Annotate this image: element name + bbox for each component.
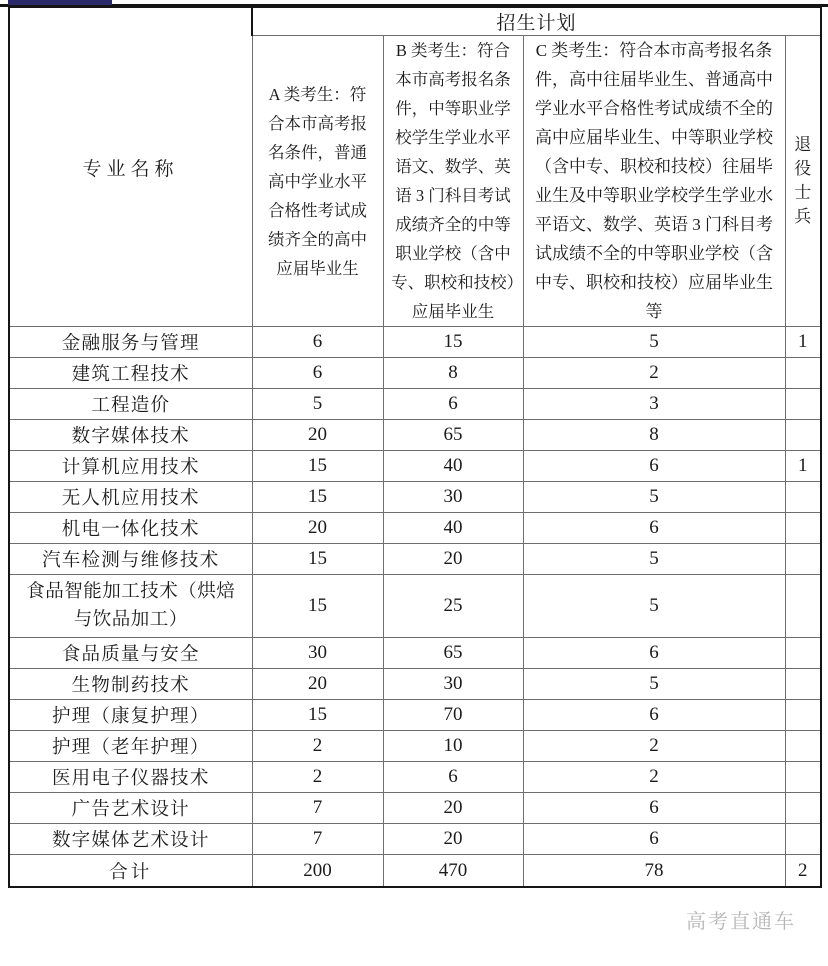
cell-quota-b: 25: [383, 575, 523, 638]
cell-quota-vet: [785, 793, 821, 824]
cell-quota-a: 2: [252, 731, 383, 762]
table-row: [9, 327, 821, 358]
table-row: [9, 762, 821, 793]
cell-quota-vet: 1: [785, 451, 821, 482]
column-header-category-b: B 类考生：符合本市高考报名条件，中等职业学校学生学业水平语文、数学、英语 3 门科目考试成绩齐全的中等职业学校（含中专、职校和技校）应届毕业生: [383, 36, 523, 327]
cell-quota-a: 20: [252, 513, 383, 544]
cell-quota-b: 40: [383, 451, 523, 482]
cell-quota-a: 15: [252, 700, 383, 731]
cell-quota-a: 7: [252, 824, 383, 855]
cell-quota-c: 5: [523, 544, 785, 575]
cell-quota-b: 65: [383, 420, 523, 451]
table-row: [9, 358, 821, 389]
enrollment-plan-table: [8, 6, 822, 888]
table-row: [9, 451, 821, 482]
cell-quota-vet: [785, 762, 821, 793]
cell-quota-c: 5: [523, 482, 785, 513]
table-header: [9, 7, 821, 327]
table-row: [9, 669, 821, 700]
cell-quota-b: 30: [383, 482, 523, 513]
table-row: [9, 793, 821, 824]
cell-quota-b: 8: [383, 358, 523, 389]
table-row: [9, 513, 821, 544]
cell-quota-vet: [785, 420, 821, 451]
table-row: [9, 544, 821, 575]
cell-quota-vet: [785, 575, 821, 638]
column-header-category-c: C 类考生：符合本市高考报名条件，高中往届毕业生、普通高中学业水平合格性考试成绩不全的高中应届毕业生、中等职业学校（含中专、职校和技校）往届毕业生及中等职业学校学生学业水平语文、数学、英语 3 门科目考试成绩不全的中等职业学校（含中专、职校和技校）应届毕业生等: [523, 36, 785, 327]
cell-quota-b: 6: [383, 389, 523, 420]
column-header-veteran-label: 退役士兵: [794, 135, 812, 226]
table-row: [9, 824, 821, 855]
watermark: 高考直通车: [686, 911, 796, 933]
cell-total-vet: 2: [785, 855, 821, 888]
cell-major-name: 护理（老年护理）: [9, 731, 252, 762]
cell-quota-a: 15: [252, 575, 383, 638]
cell-major-name: 食品质量与安全: [9, 638, 252, 669]
cell-major-name: 数字媒体技术: [9, 420, 252, 451]
column-header-major-name: 专业名称: [9, 7, 252, 327]
cell-major-name: 汽车检测与维修技术: [9, 544, 252, 575]
cell-quota-a: 15: [252, 482, 383, 513]
top-border-rule: [0, 4, 828, 7]
cell-quota-vet: [785, 389, 821, 420]
cell-major-name: 机电一体化技术: [9, 513, 252, 544]
cell-quota-c: 2: [523, 762, 785, 793]
cell-major-name: 医用电子仪器技术: [9, 762, 252, 793]
column-header-category-a: A 类考生：符合本市高考报名条件，普通高中学业水平合格性考试成绩齐全的高中应届毕业生: [252, 36, 383, 327]
cell-quota-c: 3: [523, 389, 785, 420]
cell-quota-a: 5: [252, 389, 383, 420]
cell-major-name: 广告艺术设计: [9, 793, 252, 824]
cell-major-name: 食品智能加工技术（烘焙与饮品加工）: [9, 575, 252, 638]
table-total-row: [9, 855, 821, 888]
cell-major-name: 工程造价: [9, 389, 252, 420]
cell-quota-b: 20: [383, 824, 523, 855]
table-row: [9, 482, 821, 513]
cell-quota-c: 6: [523, 638, 785, 669]
cell-total-a: 200: [252, 855, 383, 888]
cell-quota-c: 2: [523, 731, 785, 762]
cell-quota-a: 7: [252, 793, 383, 824]
cell-quota-a: 30: [252, 638, 383, 669]
cell-major-name: 计算机应用技术: [9, 451, 252, 482]
cell-quota-a: 6: [252, 327, 383, 358]
cell-major-name: 数字媒体艺术设计: [9, 824, 252, 855]
cell-quota-b: 30: [383, 669, 523, 700]
cell-major-name: 护理（康复护理）: [9, 700, 252, 731]
cell-major-name: 金融服务与管理: [9, 327, 252, 358]
cell-quota-vet: [785, 358, 821, 389]
column-header-enrollment-plan: 招生计划: [252, 7, 821, 36]
cell-quota-b: 10: [383, 731, 523, 762]
cell-quota-c: 5: [523, 327, 785, 358]
cell-quota-c: 6: [523, 700, 785, 731]
table-row: [9, 731, 821, 762]
cell-quota-b: 20: [383, 544, 523, 575]
cell-quota-vet: 1: [785, 327, 821, 358]
header-row-group: [9, 7, 821, 36]
cell-quota-c: 6: [523, 793, 785, 824]
cell-quota-a: 6: [252, 358, 383, 389]
cell-major-name: 生物制药技术: [9, 669, 252, 700]
cell-major-name: 无人机应用技术: [9, 482, 252, 513]
cell-quota-c: 6: [523, 451, 785, 482]
cell-quota-c: 6: [523, 824, 785, 855]
cell-quota-a: 20: [252, 420, 383, 451]
cell-quota-b: 65: [383, 638, 523, 669]
cell-quota-b: 15: [383, 327, 523, 358]
cell-quota-a: 15: [252, 544, 383, 575]
cell-total-b: 470: [383, 855, 523, 888]
cell-quota-c: 2: [523, 358, 785, 389]
cell-total-c: 78: [523, 855, 785, 888]
cell-quota-vet: [785, 700, 821, 731]
cell-quota-a: 20: [252, 669, 383, 700]
cell-quota-vet: [785, 824, 821, 855]
table-row: [9, 389, 821, 420]
table-body: [9, 327, 821, 888]
cell-quota-b: 6: [383, 762, 523, 793]
cell-quota-a: 2: [252, 762, 383, 793]
cell-quota-c: 6: [523, 513, 785, 544]
cell-quota-vet: [785, 731, 821, 762]
table-row: [9, 575, 821, 638]
table-row: [9, 420, 821, 451]
cell-quota-vet: [785, 669, 821, 700]
cell-quota-c: 5: [523, 669, 785, 700]
cell-quota-b: 20: [383, 793, 523, 824]
cell-major-name: 建筑工程技术: [9, 358, 252, 389]
cell-quota-vet: [785, 482, 821, 513]
table-row: [9, 638, 821, 669]
cell-quota-vet: [785, 638, 821, 669]
top-color-strip: [8, 0, 112, 5]
table-row: [9, 700, 821, 731]
cell-total-label: 合计: [9, 855, 252, 888]
cell-quota-c: 8: [523, 420, 785, 451]
cell-quota-b: 70: [383, 700, 523, 731]
cell-quota-vet: [785, 544, 821, 575]
cell-quota-c: 5: [523, 575, 785, 638]
cell-quota-b: 40: [383, 513, 523, 544]
cell-quota-a: 15: [252, 451, 383, 482]
column-header-veteran: [785, 36, 821, 327]
cell-quota-vet: [785, 513, 821, 544]
